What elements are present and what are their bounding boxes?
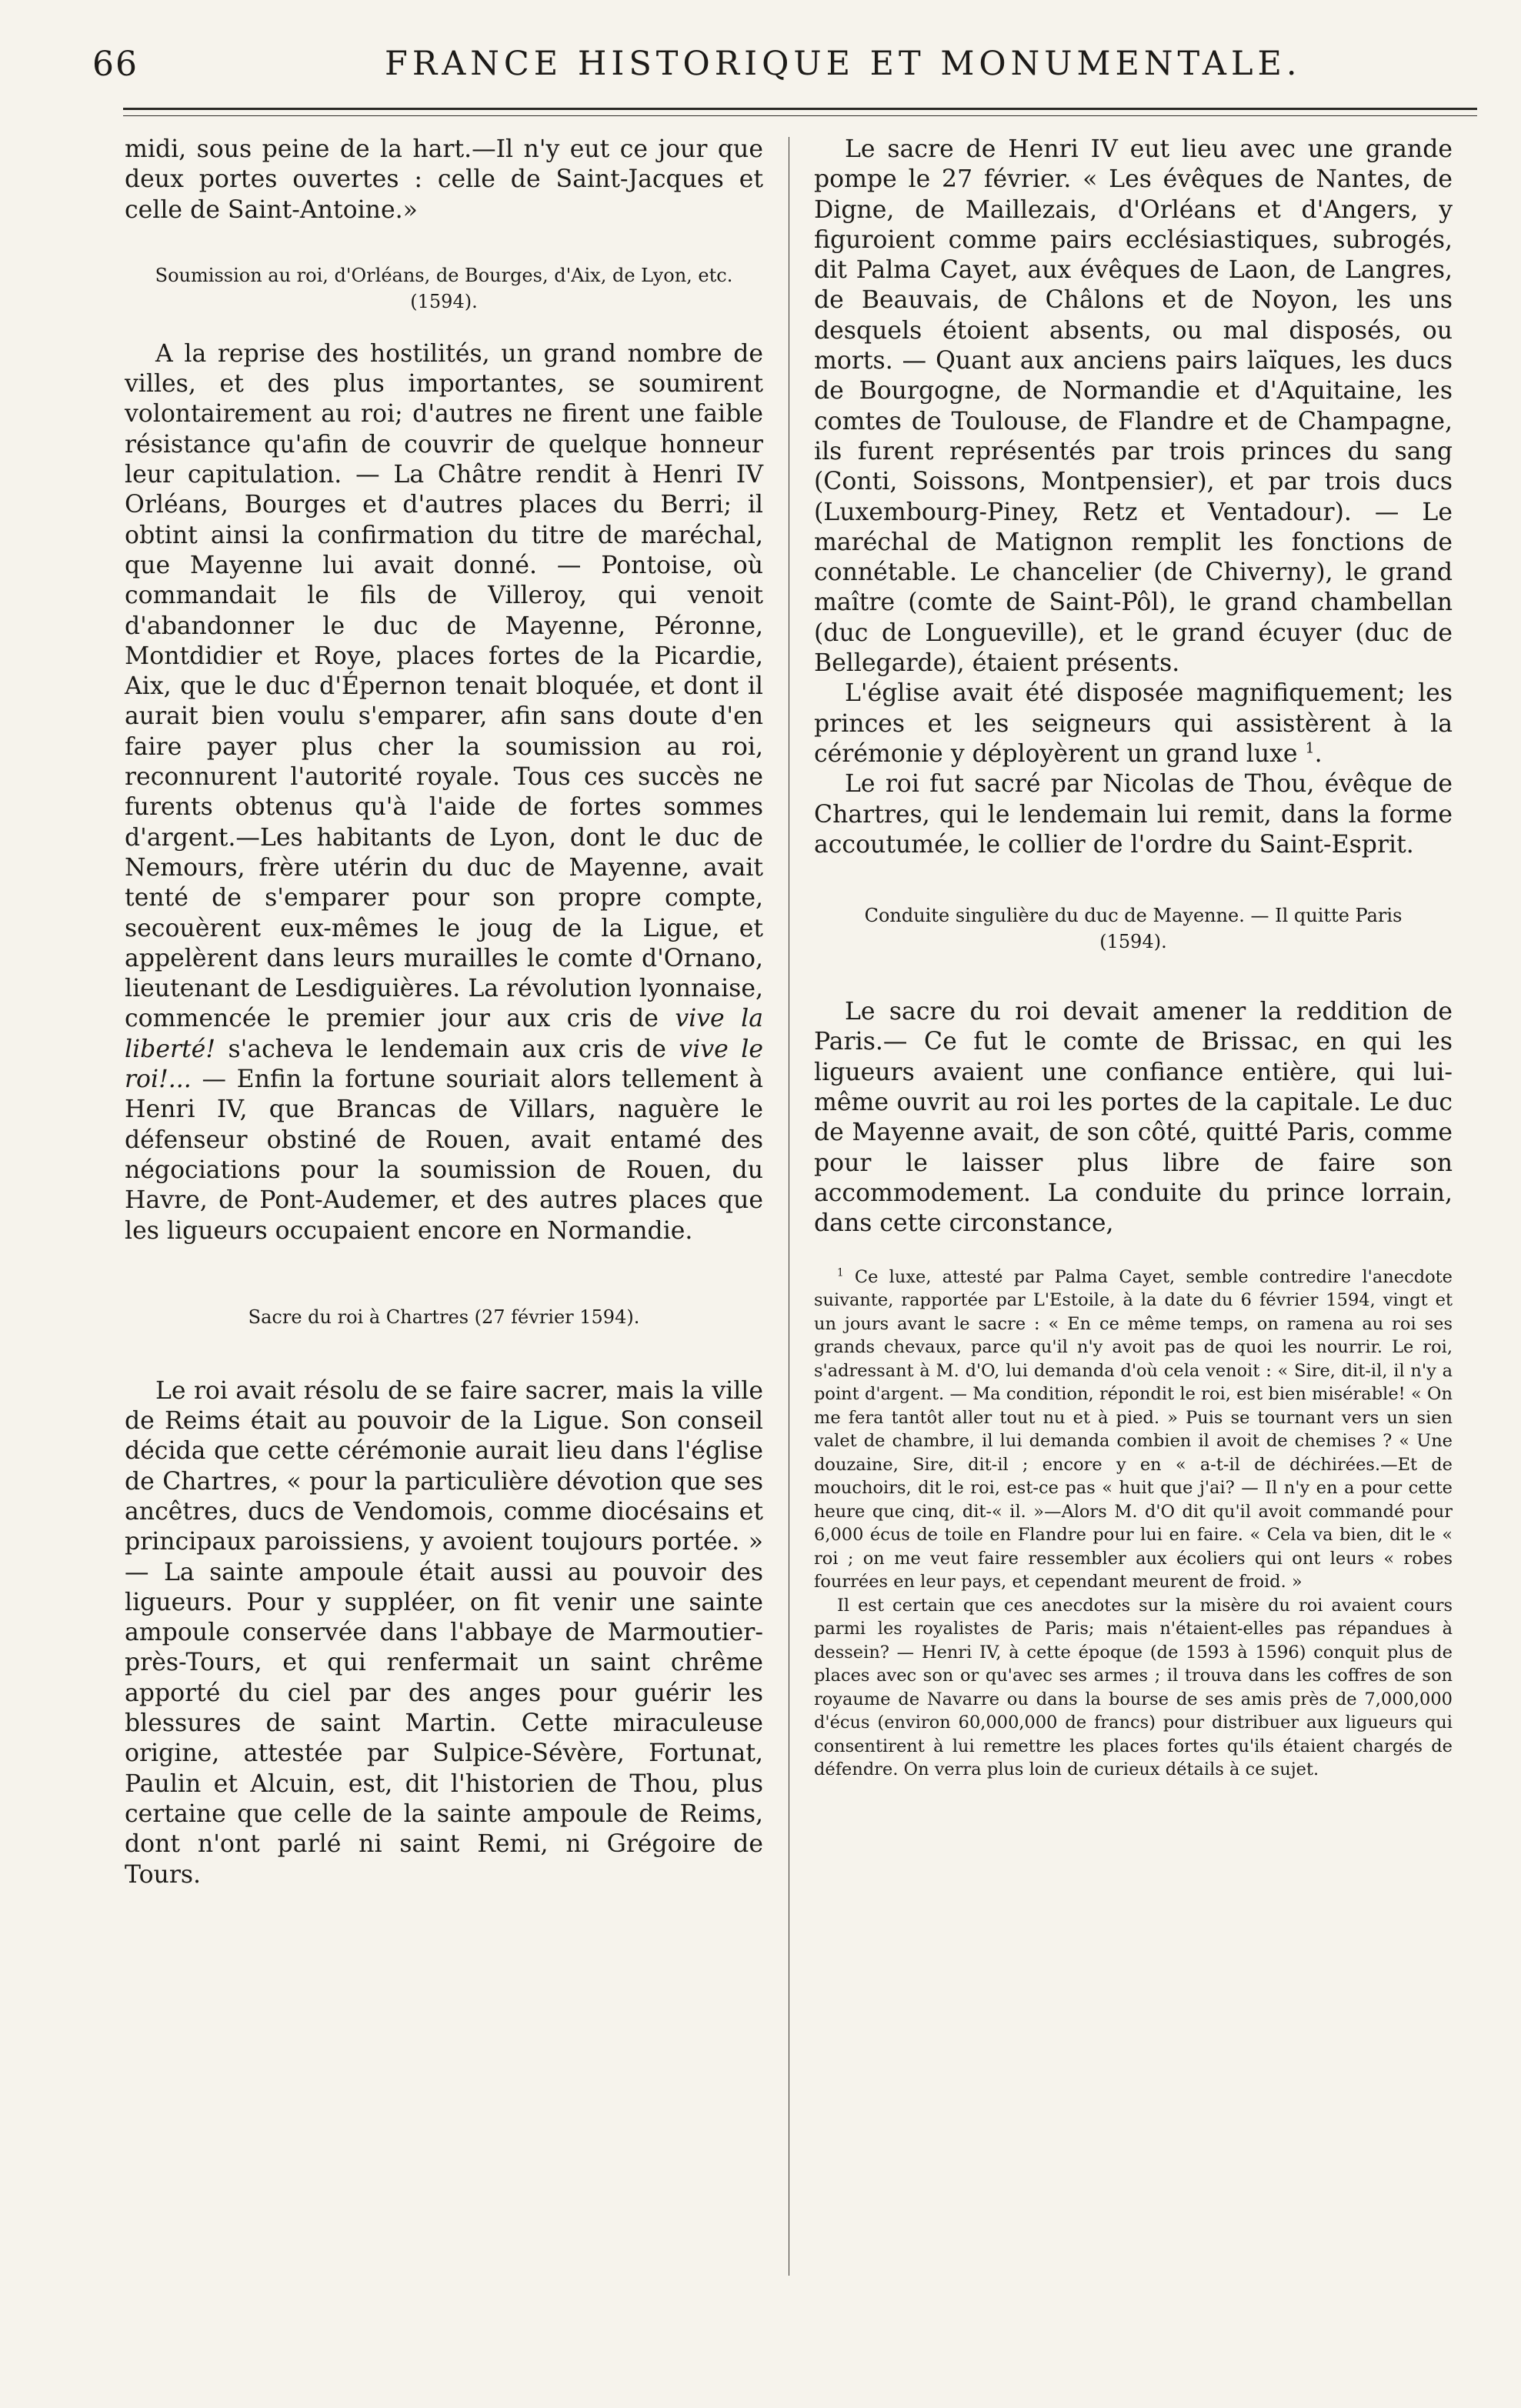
page-header	[92, 45, 1477, 98]
paragraph: A la reprise des hostilités, un grand nombre de villes, et des plus importantes, se soumirent volontairement au roi; d'autres ne firent une faible résistance qu'afin de couvrir de quelque honneur leur capitulation. — La Châtre rendit à Henri IV Orléans, Bourges et d'autres places du Berri; il obtint ainsi la confirmation du titre de maréchal, que Mayenne lui avait donné. — Pontoise, où commandait le fils de Villeroy, qui venoit d'abandonner le duc de Mayenne, Péronne, Montdidier et Roye, places fortes de la Picardie, Aix, que le duc d'Épernon tenait bloquée, et dont il aurait bien voulu s'emparer, afin sans doute d'en faire payer plus cher la soumission au roi, reconnurent l'autorité royale. Tous ces succès ne furents obtenus qu'à l'aide de fortes sommes d'argent.—Les habitants de Lyon, dont le duc de Nemours, frère utérin du duc de Mayenne, avait tenté de s'emparer pour son propre compte, secouèrent eux-mêmes le joug de la Ligue, et appelèrent dans leurs murailles le comte d'Ornano, lieutenant de Lesdiguières. La révolution lyonnaise, commencée le premier jour aux cris de vive la liberté! s'acheva le lendemain aux cris de vive le roi!... — Enfin la fortune souriait alors tellement à Henri IV, que Brancas de Villars, naguère le défenseur obstiné de Rouen, avait entamé des négociations pour la soumission de Rouen, du Havre, de Pont-Audemer, et des autres places que les ligueurs occupaient encore en Normandie.	[125, 339, 764, 1245]
running-title: FRANCE HISTORIQUE ET MONUMENTALE.	[385, 45, 1302, 83]
left-column	[125, 135, 763, 1890]
header-rule-thin	[123, 115, 1477, 116]
paragraph: midi, sous peine de la hart.—Il n'y eut ce jour que deux portes ouvertes : celle de Saint-Jacques et celle de Saint-Antoine.»	[125, 135, 763, 224]
footnote: $^1$ Ce luxe, attesté par Palma Cayet, semble contredire l'anecdote suivante, rapportée par L'Estoile, à la date du 6 février 1594, vingt et un jours avant le sacre : « En ce même temps, on ramena au roi ses grands chevaux, parce qu'il n'y avoit pas de quoi les nourrir. Le roi, s'adressant à M. d'O, lui demanda d'où cela venoit : « Sire, dit-il, il n'y a point d'argent. — Ma condition, répondit le roi, est bien misérable! « On me fera tantôt aller tout nu et à pied. » Puis se tournant vers un sien valet de chambre, il lui demanda combien il avoit de chemises ? « Une douzaine, Sire, dit-il ; encore y en « a-t-il de déchirées.—Et de mouchoirs, dit le roi, est-ce pas « huit que j'ai? — Il n'y en a pour cette heure que cinq, dit-« il. »—Alors M. d'O dit qu'il avoit commandé pour 6,000 écus de toile en Flandre pour lui en faire. « Cela va bien, dit le « roi ; on me veut faire ressembler aux écoliers qui ont leurs « robes fourrées en leur pays, et cependant meurent de froid. »	[814, 1266, 1453, 1592]
page-number: 66	[92, 45, 138, 84]
section-heading: Sacre du roi à Chartres (27 février 1594).	[248, 1306, 640, 1328]
paragraph: Le roi fut sacré par Nicolas de Thou, évêque de Chartres, qui le lendemain lui remit, dans la forme accoutumée, le collier de l'ordre du Saint-Esprit.	[814, 770, 1453, 859]
section-heading: Soumission au roi, d'Orléans, de Bourges, d'Aix, de Lyon, etc. (1594).	[155, 264, 733, 312]
paragraph: Le sacre de Henri IV eut lieu avec une grande pompe le 27 février. « Les évêques de Nantes, de Digne, de Maillezais, d'Orléans et d'Angers, y figuroient comme pairs ecclésiastiques, subrogés, dit Palma Cayet, aux évêques de Laon, de Langres, de Beauvais, de Châlons et de Noyon, les uns desquels étoient absents, ou mal disposés, ou morts. — Quant aux anciens pairs laïques, les ducs de Bourgogne, de Normandie et d'Aquitaine, les comtes de Toulouse, de Flandre et de Champagne, ils furent représentés par trois princes du sang (Conti, Soissons, Montpensier), et par trois ducs (Luxembourg-Piney, Retz et Ventadour). — Le maréchal de Matignon remplit les fonctions de connétable. Le chancelier (de Chiverny), le grand maître (comte de Saint-Pôl), le grand chambellan (duc de Longueville), et le grand écuyer (duc de Bellegarde), étaient présents.	[814, 135, 1453, 678]
paragraph: L'église avait été disposée magnifiquement; les princes et les seigneurs qui assistèrent à la cérémonie y déployèrent un grand luxe $^1$.	[814, 679, 1453, 768]
right-column	[814, 135, 1453, 1782]
header-rule-thick	[123, 108, 1477, 110]
paragraph: Le sacre du roi devait amener la reddition de Paris.— Ce fut le comte de Brissac, en qui les ligueurs avaient une confiance entière, qui lui-même ouvrit au roi les portes de la capitale. Le duc de Mayenne avait, de son côté, quitté Paris, comme pour le laisser plus libre de faire son accommodement. La conduite du prince lorrain, dans cette circonstance,	[814, 998, 1453, 1238]
paragraph: Le roi avait résolu de se faire sacrer, mais la ville de Reims était au pouvoir de la Ligue. Son conseil décida que cette cérémonie aurait lieu dans l'église de Chartres, « pour la particulière dévotion que ses ancêtres, ducs de Vendomois, comme diocésains et principaux paroissiens, y avoient toujours portée. » — La sainte ampoule était aussi au pouvoir des ligueurs. Pour y suppléer, on fit venir une sainte ampoule conservée dans l'abbaye de Marmoutier-près-Tours, et qui renfermait un saint chrême apporté du ciel par des anges pour guérir les blessures de saint Martin. Cette miraculeuse origine, attestée par Sulpice-Sévère, Fortunat, Paulin et Alcuin, est, dit l'historien de Thou, plus certaine que celle de la sainte ampoule de Reims, dont n'ont parlé ni saint Remi, ni Grégoire de Tours.	[125, 1376, 763, 1889]
footnote: Il est certain que ces anecdotes sur la misère du roi avaient cours parmi les royalistes de Paris; mais n'étaient-elles pas répandues à dessein? — Henri IV, à cette époque (de 1593 à 1596) conquit plus de places avec son or qu'avec ses armes ; il trouva dans les coffres de son royaume de Navarre ou dans la bourse de ses amis près de 7,000,000 d'écus (environ 60,000,000 de francs) pour distribuer aux ligueurs qui consentirent à lui remettre les places fortes qu'ils étaient chargés de défendre. On verra plus loin de curieux détails à ce sujet.	[814, 1595, 1453, 1779]
footnote-ref: 1	[1305, 739, 1315, 757]
section-heading: Conduite singulière du duc de Mayenne. — Il quitte Paris (1594).	[864, 905, 1403, 953]
